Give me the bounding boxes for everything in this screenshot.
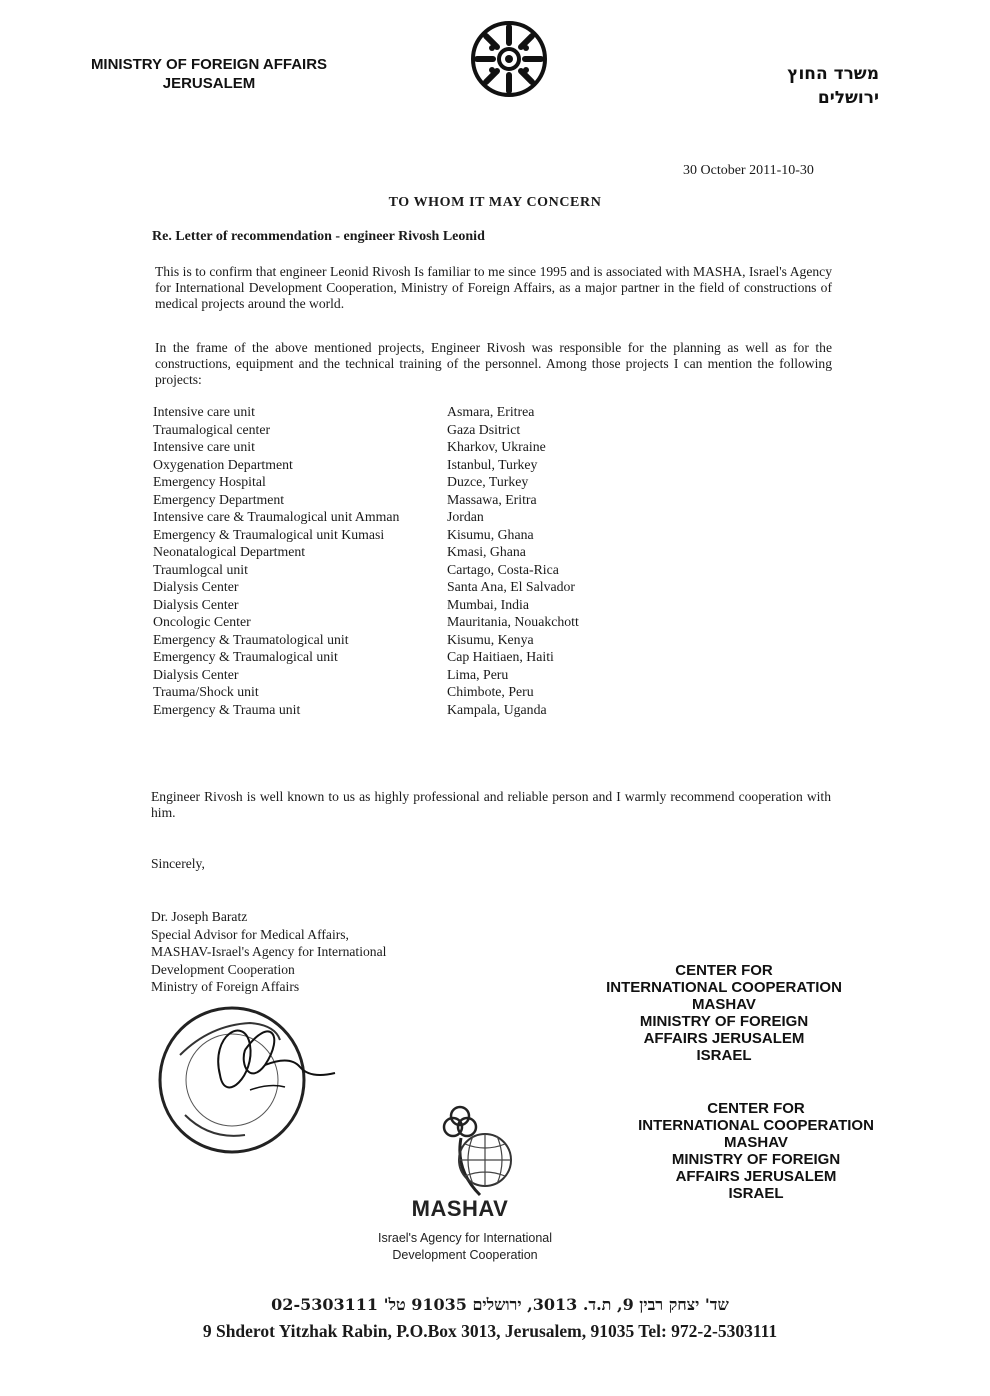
mashav-stamp bbox=[592, 962, 856, 1064]
project-name: Oxygenation Department bbox=[153, 456, 293, 472]
signer-org-cont: Development Cooperation bbox=[151, 961, 295, 977]
project-row bbox=[153, 403, 773, 421]
project-location: Mumbai, India bbox=[447, 596, 529, 612]
tagline-line: Israel's Agency for International bbox=[377, 1231, 552, 1245]
project-location: Kisumu, Ghana bbox=[447, 526, 534, 542]
project-location: Kmasi, Ghana bbox=[447, 544, 526, 559]
paragraph-projects-intro: In the frame of the above mentioned projects, Engineer Rivosh was responsible for the planning as well as for the constructions, equipment and the technical training of the personnel. Among those projects I can mention the following projects: bbox=[155, 340, 832, 387]
stamp-line: MASHAV bbox=[724, 1134, 788, 1151]
mashav-logo-icon bbox=[425, 1100, 525, 1205]
project-location: Kisumu, Kenya bbox=[447, 631, 534, 647]
project-row bbox=[153, 491, 773, 509]
project-name: Traumlogcal unit bbox=[153, 561, 248, 577]
mashav-stamp-partial bbox=[638, 1100, 880, 1202]
project-name: Neonatalogical Department bbox=[153, 544, 306, 559]
project-location: Gaza Dsitrict bbox=[447, 421, 521, 437]
stamp-line: AFFAIRS JERUSALEM bbox=[675, 1168, 837, 1185]
project-name: Dialysis Center bbox=[153, 596, 239, 612]
project-name: Emergency Department bbox=[153, 491, 285, 507]
letter-subject: Re. Letter of recommendation - engineer Rivosh Leonid bbox=[152, 229, 485, 244]
project-row bbox=[153, 648, 773, 666]
stamp-line: ISRAEL bbox=[728, 1185, 784, 1202]
project-name: Intensive care & Traumalogical unit Amman bbox=[153, 509, 400, 524]
project-location: Asmara, Eritrea bbox=[447, 404, 535, 419]
ministry-header bbox=[78, 55, 340, 93]
project-row bbox=[153, 421, 773, 439]
stamp-line: MASHAV bbox=[692, 996, 756, 1013]
paragraph-recommendation: Engineer Rivosh is well known to us as highly professional and reliable person and I warmly recommend cooperation with him. bbox=[151, 789, 831, 820]
stamp-line: CENTER FOR bbox=[675, 962, 773, 979]
ministry-header-hebrew bbox=[787, 62, 879, 110]
ministry-emblem-icon bbox=[470, 18, 548, 100]
stamp-line: MINISTRY OF FOREIGN bbox=[671, 1151, 841, 1168]
project-location: Santa Ana, El Salvador bbox=[447, 579, 575, 594]
project-row bbox=[153, 473, 773, 491]
project-location: Massawa, Eritra bbox=[447, 491, 537, 507]
project-row bbox=[153, 561, 773, 579]
signature-block bbox=[151, 908, 386, 996]
official-seal bbox=[150, 995, 350, 1165]
stamp-line: CENTER FOR bbox=[707, 1100, 805, 1117]
project-row bbox=[153, 543, 773, 561]
project-location: Jordan bbox=[447, 509, 484, 524]
project-name: Emergency & Traumalogical unit bbox=[153, 649, 338, 664]
project-row bbox=[153, 438, 773, 456]
project-name: Oncologic Center bbox=[153, 614, 251, 629]
ministry-name-hebrew: משרד החוץ bbox=[787, 64, 879, 84]
project-row bbox=[153, 701, 773, 719]
project-location: Kharkov, Ukraine bbox=[447, 439, 546, 454]
letter-date: 30 October 2011-10-30 bbox=[683, 163, 814, 178]
stamp-line: ISRAEL bbox=[696, 1047, 752, 1064]
project-row bbox=[153, 456, 773, 474]
project-location: Cap Haitiaen, Haiti bbox=[447, 649, 554, 664]
project-name: Intensive care unit bbox=[153, 404, 255, 419]
project-location: Istanbul, Turkey bbox=[447, 456, 538, 472]
project-name: Dialysis Center bbox=[153, 579, 239, 594]
project-name: Emergency & Traumalogical unit Kumasi bbox=[153, 526, 385, 542]
stamp-line: AFFAIRS JERUSALEM bbox=[643, 1030, 805, 1047]
ministry-city: JERUSALEM bbox=[162, 75, 256, 92]
project-name: Traumalogical center bbox=[153, 421, 271, 437]
mashav-wordmark: MASHAV bbox=[411, 1196, 509, 1221]
project-location: Mauritania, Nouakchott bbox=[447, 614, 579, 629]
project-row bbox=[153, 631, 773, 649]
ministry-city-hebrew: ירושלים bbox=[817, 88, 879, 108]
tagline-line: Development Cooperation bbox=[392, 1248, 538, 1262]
project-row bbox=[153, 508, 773, 526]
signer-ministry: Ministry of Foreign Affairs bbox=[151, 979, 300, 994]
project-row bbox=[153, 578, 773, 596]
project-name: Emergency & Traumatological unit bbox=[153, 631, 349, 647]
signer-org: MASHAV-Israel's Agency for International bbox=[151, 944, 387, 959]
footer-address-hebrew: שד' יצחק רבין 9, ת.ד. 3013, ירושלים 91035 טל' 02-5303111 bbox=[271, 1295, 729, 1314]
project-location: Duzce, Turkey bbox=[447, 474, 529, 489]
project-name: Intensive care unit bbox=[153, 439, 255, 454]
paragraph-intro: This is to confirm that engineer Leonid Rivosh Is familiar to me since 1995 and is associated with MASHA, Israel's Agency for International Development Cooperation, Ministry of Foreign Affairs, as a major partner in the field of constructions of medical projects around the world. bbox=[155, 264, 832, 311]
project-location: Lima, Peru bbox=[447, 666, 509, 682]
project-location: Kampala, Uganda bbox=[447, 701, 547, 717]
letter-title: TO WHOM IT MAY CONCERN bbox=[388, 195, 602, 210]
ministry-name: MINISTRY OF FOREIGN AFFAIRS bbox=[90, 56, 328, 73]
project-name: Emergency Hospital bbox=[153, 474, 266, 489]
project-location: Cartago, Costa-Rica bbox=[447, 561, 559, 577]
signer-name: Dr. Joseph Baratz bbox=[151, 909, 248, 924]
signer-title: Special Advisor for Medical Affairs, bbox=[151, 926, 349, 942]
project-row bbox=[153, 666, 773, 684]
project-name: Trauma/Shock unit bbox=[153, 684, 259, 699]
footer-address: 9 Shderot Yitzhak Rabin, P.O.Box 3013, Jerusalem, 91035 Tel: 972-2-5303111 bbox=[202, 1321, 778, 1341]
project-list bbox=[153, 403, 773, 718]
stamp-line: MINISTRY OF FOREIGN bbox=[639, 1013, 809, 1030]
project-row bbox=[153, 526, 773, 544]
project-name: Emergency & Trauma unit bbox=[153, 701, 301, 717]
project-row bbox=[153, 683, 773, 701]
project-location: Chimbote, Peru bbox=[447, 684, 534, 699]
project-row bbox=[153, 596, 773, 614]
project-row bbox=[153, 613, 773, 631]
mashav-tagline bbox=[350, 1230, 580, 1264]
stamp-line: INTERNATIONAL COOPERATION bbox=[606, 979, 842, 996]
closing: Sincerely, bbox=[151, 856, 205, 871]
stamp-line: INTERNATIONAL COOPERATION bbox=[638, 1117, 874, 1134]
project-name: Dialysis Center bbox=[153, 666, 239, 682]
